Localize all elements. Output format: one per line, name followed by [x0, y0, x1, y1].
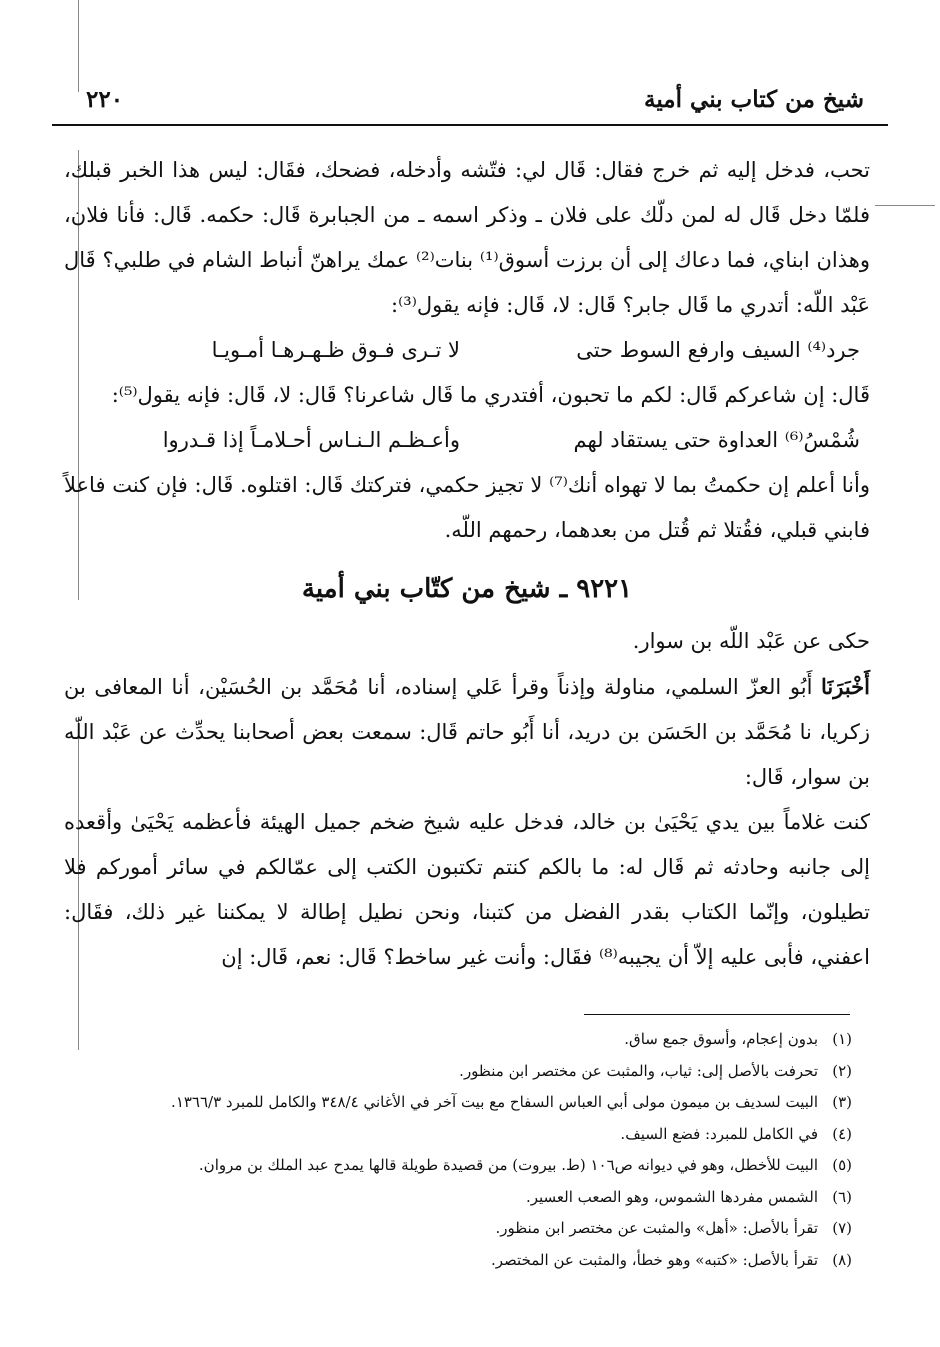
paragraph	[64, 664, 870, 800]
footnote	[52, 1087, 852, 1119]
main-text	[64, 148, 870, 980]
footnote-text: بدون إعجام، وأسوق جمع ساق.	[624, 1030, 818, 1048]
footnote-text: البيت للأخطل، وهو في ديوانه ص١٠٦ (ط. بيروت) من قصيدة طويلة قالها يمدح عبد الملك بن مروان.	[198, 1156, 818, 1174]
paragraph: تحب، فدخل إليه ثم خرج فقال: قَال لي: فتّشه وأدخله، فضحك، فقَال: ليس هذا الخبر قبلك، فلمّا دخل قَال له لمن دلّك على فلان ـ وذكر اسمه ـ من الجبابرة قَال: حكمه. قَال: فأنا فلان، وهذان ابناي، فما دعاك إلى أن برزت أسوق⁽¹⁾ بنات⁽²⁾ عمك يراهنّ أنباط الشام في طلبي؟ قَال عَبْد اللّه: أتدري ما قَال جابر؟ قَال: لا، قَال: فإنه يقول⁽³⁾:	[64, 158, 871, 317]
footnote-number: (٥)	[832, 1156, 852, 1174]
footnote-number: (٦)	[832, 1187, 852, 1206]
paragraph: كنت غلاماً بين يدي يَحْيَىٰ بن خالد، فدخل عليه شيخ ضخم جميل الهيئة فأعظمه يَحْيَىٰ وأقعده إلى جانبه وحادثه ثم قَال له: ما بالكم كنتم تكتبون الكتب إلى عمّالكم في سائر أموركم فلا تطيلون، وإنّما الكتاب بقدر الفضل من كتبنا، ونحن نطيل إطالة لا يمكننا غير ذلك، فقَال: اعفني، فأبى عليه إلاّ أن يجيبه⁽⁸⁾ فقَال: وأنت غير ساخط؟ قَال: نعم، قَال: إن	[64, 810, 870, 969]
paragraph: حكى عن عَبْد اللّه بن سوار.	[632, 629, 870, 653]
poem-verse	[64, 418, 870, 463]
footnote	[52, 1150, 852, 1182]
narration-text: أَبُو العزّ السلمي، مناولة وإذناً وقرأ عَلي إسناده، أنا مُحَمَّد بن الحُسَيْن، أنا المعافى بن زكريا، نا مُحَمَّد بن الحَسَن بن دريد، أنا أَبُو حاتم قَال: سمعت بعض أصحابنا يحدِّث عن عَبْد اللّه بن سوار، قَال:	[64, 675, 870, 789]
footnote-number: (١)	[832, 1030, 852, 1048]
running-title: شيخ من كتاب بني أمية	[644, 86, 864, 113]
footnote	[52, 1024, 852, 1056]
poem-verse	[64, 328, 870, 373]
section-heading: ٩٢٢١ ـ شيخ من كتّاب بني أمية	[301, 574, 633, 604]
footnote	[52, 1056, 852, 1088]
footnote-text: الشمس مفردها الشموس، وهو الصعب العسير.	[525, 1187, 818, 1206]
verse-hemistich-second: وأعـظـم الـنـاس أحـلامـاً إذا قـدروا	[162, 428, 460, 452]
footnote-separator	[584, 1014, 850, 1015]
verse-hemistich-second: لا تـرى فـوق ظـهـرهـا أمـويـا	[211, 338, 460, 362]
verse-hemistich-first: شُمْسُ⁽⁶⁾ العداوة حتى يستقاد لهم	[573, 428, 860, 452]
footnote	[52, 1119, 852, 1151]
footnote-number: (٧)	[832, 1219, 852, 1237]
footnote-number: (٨)	[832, 1250, 852, 1269]
footnote-text: تحرفت بالأصل إلى: ثياب، والمثبت عن مختصر ابن منظور.	[459, 1061, 818, 1080]
footnote-text: تقرأ بالأصل: «أهل» والمثبت عن مختصر ابن منظور.	[495, 1219, 818, 1237]
running-header	[52, 78, 888, 126]
footnote-number: (٤)	[832, 1124, 852, 1143]
footnote-number: (٣)	[832, 1093, 852, 1111]
narration-lead-word: أَخْبَرَنَا	[821, 674, 870, 699]
footnotes	[52, 1024, 852, 1276]
footnote	[52, 1245, 852, 1277]
footnote-number: (٢)	[832, 1061, 852, 1080]
footnote-text: البيت لسديف بن ميمون مولى أبي العباس السفاح مع بيت آخر في الأغاني ٣٤٨/٤ والكامل للمبرد ١٣٦٦/٣.	[171, 1093, 818, 1111]
footnote	[52, 1213, 852, 1245]
footnote-text: تقرأ بالأصل: «كتبه» وهو خطأ، والمثبت عن المختصر.	[491, 1250, 818, 1269]
paragraph: وأنا أعلم إن حكمتُ بما لا تهواه أنك⁽⁷⁾ لا تجيز حكمي، فتركتك قَال: اقتلوه. قَال: فإن كنت فاعلاً فابني قبلي، فقُتلا ثم قُتل من بعدهما، رحمهم اللّه.	[64, 473, 870, 542]
page-number: ٢٢٠	[86, 86, 124, 113]
paragraph: قَال: إن شاعركم قَال: لكم ما تحبون، أفتدري ما قَال شاعرنا؟ قَال: لا، قَال: فإنه يقول⁽⁵⁾:	[111, 383, 870, 407]
verse-hemistich-first: جرد⁽⁴⁾ السيف وارفع السوط حتى	[576, 338, 860, 362]
footnote	[52, 1182, 852, 1214]
scan-margin-line	[875, 205, 935, 206]
footnote-text: في الكامل للمبرد: فضع السيف.	[620, 1124, 818, 1143]
